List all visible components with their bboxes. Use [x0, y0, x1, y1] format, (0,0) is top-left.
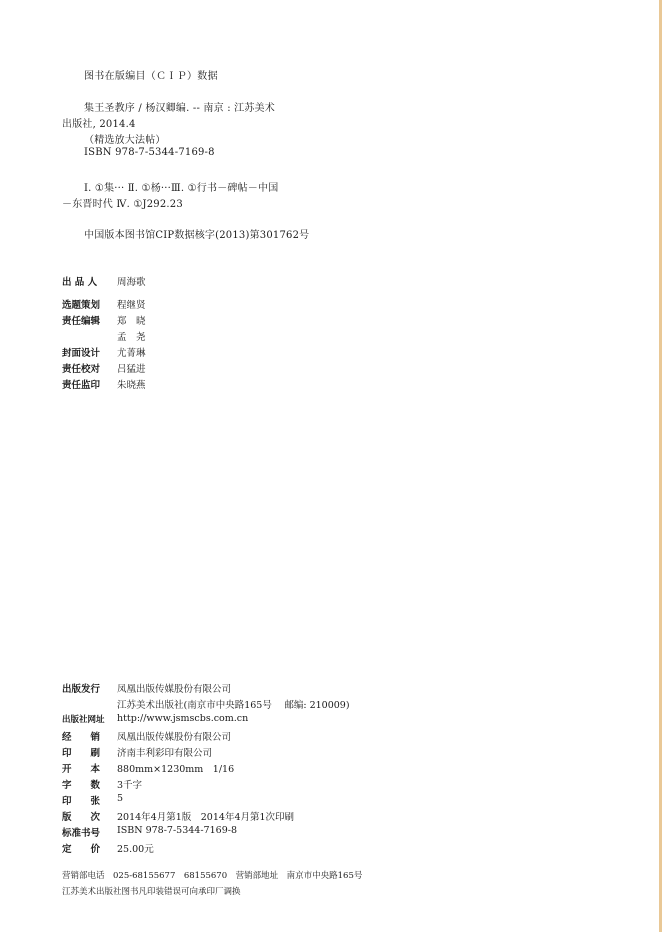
pub-value-edition: 2014年4月第1版 2014年4月第1次印刷 — [117, 812, 295, 823]
pub-label-word-count: 字 数 — [62, 780, 101, 791]
credit-label-planning: 选题策划 — [62, 300, 101, 311]
pub-value-isbn: ISBN 978-7-5344-7169-8 — [117, 825, 237, 836]
credit-value-editor-2: 孟 尧 — [117, 332, 146, 343]
credit-label-editor: 责任编辑 — [62, 316, 101, 327]
credit-value-producer: 周海歌 — [117, 277, 146, 288]
pub-label-price: 定 价 — [62, 844, 101, 855]
footer-marketing-contact: 营销部电话 025-68155677 68155670 营销部地址 南京市中央路165号 — [62, 871, 363, 881]
credit-label-producer: 出 品 人 — [62, 277, 98, 288]
cip-line-7: 中国版本图书馆CIP数据核字(2013)第301762号 — [84, 230, 310, 241]
pub-label-distribution: 经 销 — [62, 732, 101, 743]
cip-line-3: （精选放大法帖） — [84, 135, 166, 146]
pub-value-sheets: 5 — [117, 793, 124, 804]
cip-line-6: －东晋时代 Ⅳ. ①J292.23 — [62, 199, 183, 210]
cip-line-1: 集王圣教序 / 杨汉卿编. -- 南京 : 江苏美术 — [84, 103, 275, 114]
pub-value-format: 880mm×1230mm 1/16 — [117, 764, 235, 775]
pub-value-printing: 济南丰利彩印有限公司 — [117, 748, 213, 759]
pub-value-website: http://www.jsmscbs.com.cn — [117, 713, 249, 724]
credit-label-proofreading: 责任校对 — [62, 364, 101, 375]
pub-label-website: 出版社网址 — [62, 715, 105, 725]
pub-value-price: 25.00元 — [117, 844, 154, 855]
pub-label-edition: 版 次 — [62, 812, 101, 823]
pub-label-format: 开 本 — [62, 764, 101, 775]
pub-label-publisher: 出版发行 — [62, 684, 101, 695]
pub-value-distribution: 凤凰出版传媒股份有限公司 — [117, 732, 232, 743]
pub-value-publisher-address: 江苏美术出版社(南京市中央路165号 邮编: 210009) — [117, 700, 350, 711]
pub-value-word-count: 3千字 — [117, 780, 143, 791]
credit-label-cover-design: 封面设计 — [62, 348, 101, 359]
pub-label-printing: 印 刷 — [62, 748, 101, 759]
cip-title: 图书在版编目（ＣＩＰ）数据 — [84, 71, 218, 82]
cip-line-5: Ⅰ. ①集··· Ⅱ. ①杨···Ⅲ. ①行书－碑帖－中国 — [84, 183, 279, 194]
credit-label-print-supervision: 责任监印 — [62, 380, 101, 391]
credit-value-proofreading: 吕猛进 — [117, 364, 146, 375]
cip-line-4: ISBN 978-7-5344-7169-8 — [84, 147, 215, 158]
credit-value-cover-design: 尤菁琳 — [117, 348, 146, 359]
pub-label-sheets: 印 张 — [62, 796, 101, 807]
credit-value-planning: 程继贤 — [117, 300, 146, 311]
cip-line-2: 出版社, 2014.4 — [62, 119, 136, 130]
credit-value-editor-1: 郑 晓 — [117, 316, 146, 327]
pub-value-publisher: 凤凰出版传媒股份有限公司 — [117, 684, 232, 695]
footer-print-error-note: 江苏美术出版社图书凡印装错误可向承印厂调换 — [62, 887, 241, 897]
credit-value-print-supervision: 朱晓燕 — [117, 380, 146, 391]
pub-label-isbn: 标准书号 — [62, 828, 101, 839]
